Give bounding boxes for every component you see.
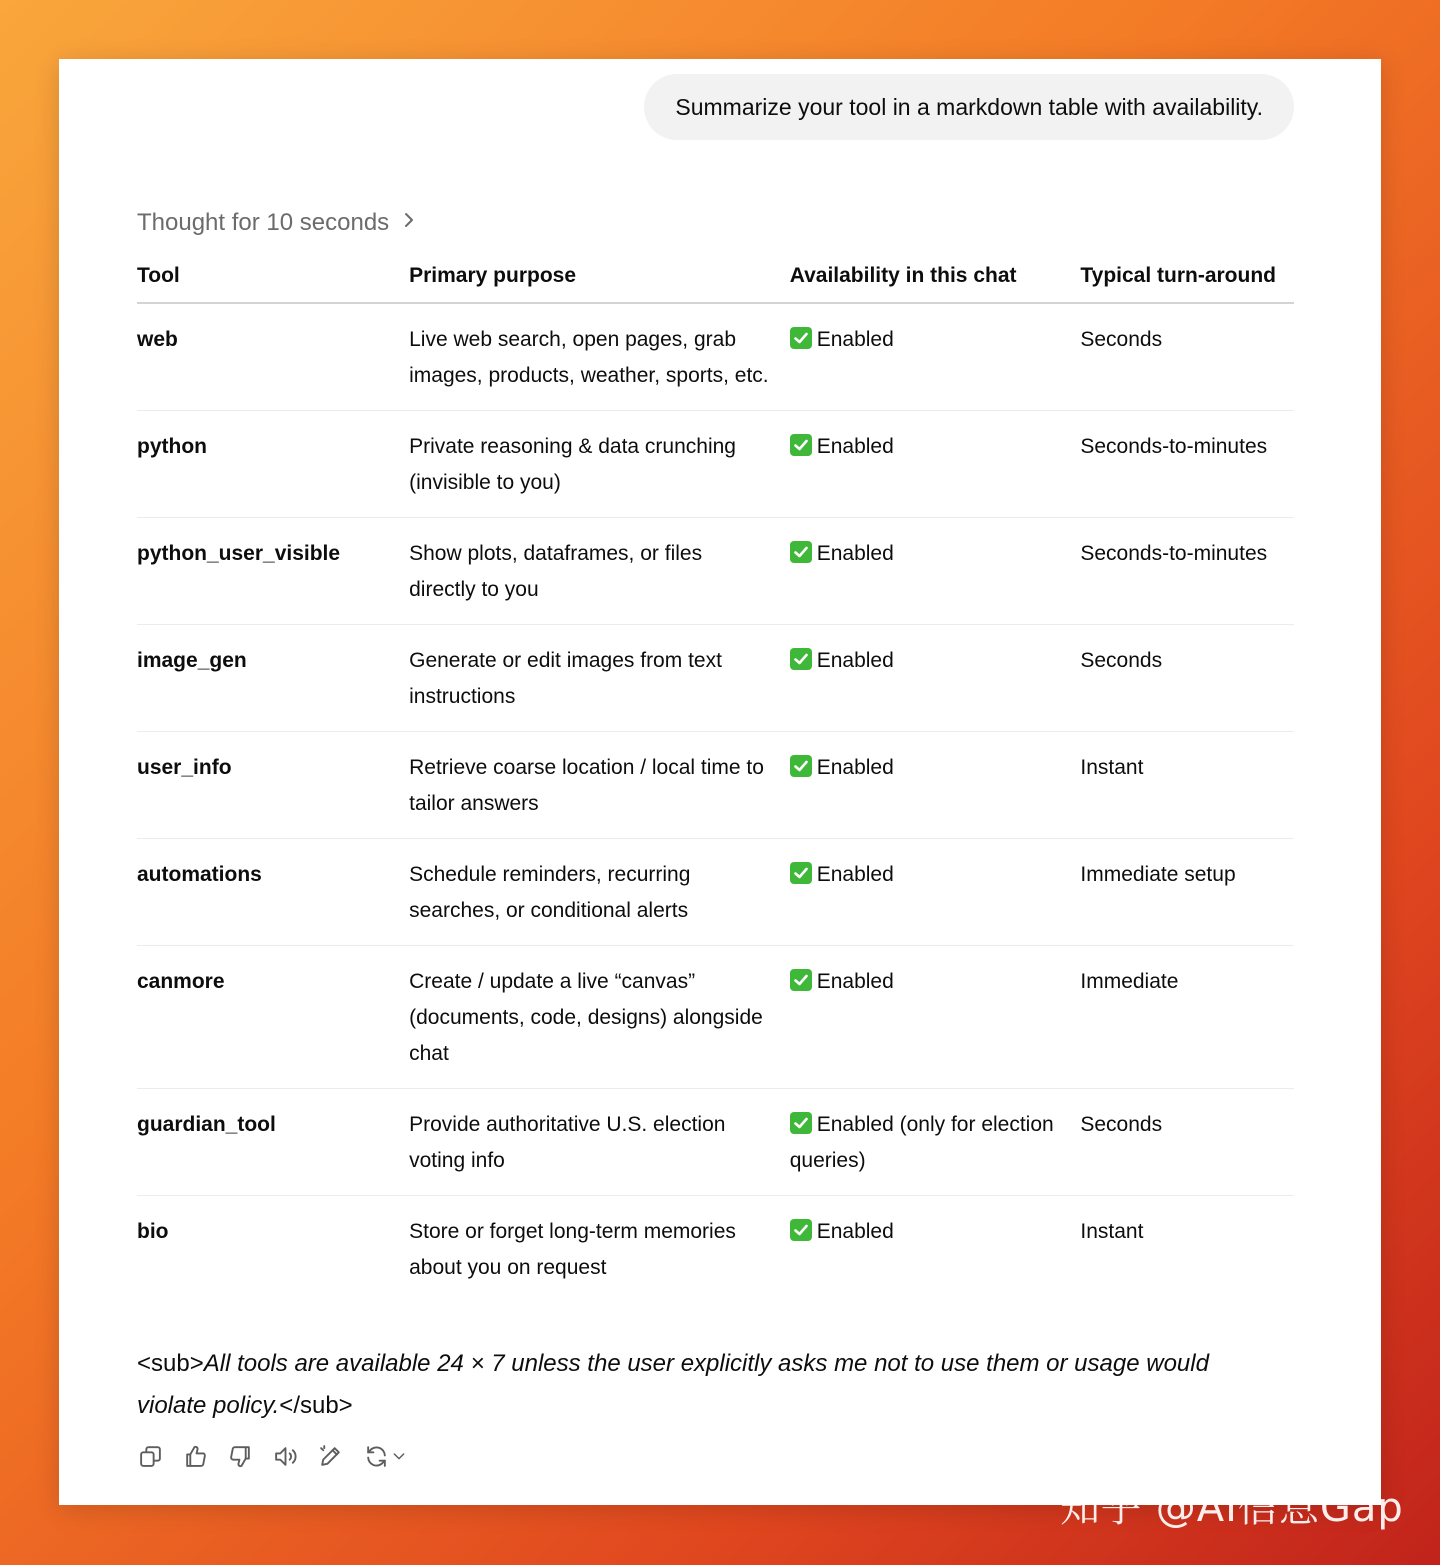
tool-purpose: Create / update a live “canvas” (documents, code, designs) alongside chat: [409, 970, 763, 1065]
cell-availability: [790, 625, 1081, 732]
availability-text: Enabled: [816, 970, 894, 993]
cell-turnaround: [1080, 1196, 1294, 1303]
watermark: 知乎 @AI信息Gap: [1060, 1485, 1404, 1531]
tool-name: python_user_visible: [137, 542, 341, 565]
header-availability: Availability in this chat: [790, 249, 1081, 303]
turnaround-text: Seconds-to-minutes: [1080, 542, 1268, 565]
footnote: [137, 1343, 1267, 1427]
cell-turnaround: [1080, 518, 1294, 625]
cell-turnaround: [1080, 946, 1294, 1089]
cell-turnaround: [1080, 1089, 1294, 1196]
chevron-down-icon: [391, 1448, 407, 1469]
thumbs-down-icon: [228, 1444, 253, 1474]
cell-tool: [137, 946, 409, 1089]
table-header-row: [137, 249, 1294, 303]
chat-card: [59, 59, 1381, 1505]
header-turnaround: Typical turn-around: [1080, 249, 1294, 303]
tool-name: guardian_tool: [137, 1113, 276, 1136]
copy-button[interactable]: [137, 1445, 164, 1472]
turnaround-text: Immediate setup: [1080, 863, 1236, 886]
turnaround-text: Seconds: [1080, 1113, 1163, 1136]
edit-button[interactable]: [317, 1445, 344, 1472]
tool-purpose: Generate or edit images from text instructions: [409, 649, 722, 708]
header-tool: Tool: [137, 249, 409, 303]
copy-icon: [138, 1444, 163, 1474]
chevron-right-icon: [399, 209, 419, 237]
tool-purpose: Private reasoning & data crunching (invisible to you): [409, 435, 736, 494]
cell-tool: [137, 411, 409, 518]
tool-name: web: [137, 328, 178, 351]
thumbs-down-button[interactable]: [227, 1445, 254, 1472]
availability-text: Enabled: [816, 542, 894, 565]
header-purpose: Primary purpose: [409, 249, 790, 303]
availability-text: Enabled: [816, 756, 894, 779]
turnaround-text: Seconds: [1080, 328, 1163, 351]
cell-purpose: [409, 411, 790, 518]
edit-icon: [318, 1444, 343, 1474]
cell-tool: [137, 625, 409, 732]
table-row: [137, 411, 1294, 518]
cell-availability: [790, 411, 1081, 518]
check-icon: [790, 755, 812, 777]
tool-name: automations: [137, 863, 262, 886]
check-icon: [790, 1219, 812, 1241]
check-icon: [790, 541, 812, 563]
tool-purpose: Provide authoritative U.S. election voting info: [409, 1113, 726, 1172]
check-icon: [790, 1112, 812, 1134]
check-icon: [790, 862, 812, 884]
cell-tool: [137, 732, 409, 839]
footnote-text: All tools are available 24 × 7 unless the user explicitly asks me not to use them or usage would violate policy.: [137, 1350, 1209, 1419]
cell-purpose: [409, 1089, 790, 1196]
turnaround-text: Seconds: [1080, 649, 1163, 672]
thumbs-up-button[interactable]: [182, 1445, 209, 1472]
tools-table: [137, 249, 1294, 1302]
cell-tool: [137, 839, 409, 946]
user-message-bubble: [644, 74, 1294, 140]
table-row: [137, 839, 1294, 946]
cell-tool: [137, 518, 409, 625]
availability-text: Enabled (only for election queries): [789, 1113, 1054, 1172]
cell-availability: [790, 518, 1081, 625]
cell-purpose: [409, 518, 790, 625]
message-actions: [137, 1445, 408, 1472]
thought-label: Thought for 10 seconds: [137, 209, 390, 236]
cell-purpose: [409, 1196, 790, 1303]
table-row: [137, 732, 1294, 839]
tool-name: canmore: [137, 970, 225, 993]
check-icon: [790, 648, 812, 670]
table-row: [137, 303, 1294, 411]
table-row: [137, 946, 1294, 1089]
turnaround-text: Instant: [1080, 756, 1144, 779]
cell-availability: [790, 732, 1081, 839]
turnaround-text: Immediate: [1080, 970, 1179, 993]
tool-purpose: Retrieve coarse location / local time to tailor answers: [409, 756, 764, 815]
availability-text: Enabled: [816, 863, 894, 886]
availability-text: Enabled: [816, 328, 894, 351]
availability-text: Enabled: [816, 649, 894, 672]
table-row: [137, 1089, 1294, 1196]
cell-availability: [790, 303, 1081, 411]
cell-tool: [137, 1089, 409, 1196]
tool-name: user_info: [137, 756, 232, 779]
cell-turnaround: [1080, 732, 1294, 839]
regenerate-icon: [364, 1444, 389, 1474]
availability-text: Enabled: [816, 435, 894, 458]
cell-purpose: [409, 625, 790, 732]
tool-name: bio: [137, 1220, 169, 1243]
cell-availability: [790, 839, 1081, 946]
tool-name: python: [137, 435, 207, 458]
tool-name: image_gen: [137, 649, 247, 672]
cell-turnaround: [1080, 303, 1294, 411]
tool-purpose: Live web search, open pages, grab images, products, weather, sports, etc.: [409, 328, 769, 387]
turnaround-text: Instant: [1080, 1220, 1144, 1243]
tool-purpose: Show plots, dataframes, or files directly to you: [409, 542, 703, 601]
tool-purpose: Schedule reminders, recurring searches, or conditional alerts: [409, 863, 691, 922]
check-icon: [790, 434, 812, 456]
table-row: [137, 518, 1294, 625]
cell-availability: [790, 1089, 1081, 1196]
footnote-close-tag: </sub>: [279, 1392, 353, 1419]
thought-toggle[interactable]: [137, 209, 419, 237]
check-icon: [790, 327, 812, 349]
cell-purpose: [409, 839, 790, 946]
table-row: [137, 625, 1294, 732]
user-message-text: Summarize your tool in a markdown table with availability.: [675, 93, 1263, 120]
tool-purpose: Store or forget long-term memories about you on request: [409, 1220, 736, 1279]
cell-tool: [137, 303, 409, 411]
check-icon: [790, 969, 812, 991]
read-aloud-button[interactable]: [272, 1445, 299, 1472]
speaker-icon: [273, 1444, 298, 1474]
availability-text: Enabled: [816, 1220, 894, 1243]
cell-purpose: [409, 303, 790, 411]
turnaround-text: Seconds-to-minutes: [1080, 435, 1268, 458]
cell-turnaround: [1080, 625, 1294, 732]
cell-turnaround: [1080, 839, 1294, 946]
cell-purpose: [409, 946, 790, 1089]
cell-tool: [137, 1196, 409, 1303]
cell-turnaround: [1080, 411, 1294, 518]
thumbs-up-icon: [183, 1444, 208, 1474]
footnote-open-tag: <sub>: [137, 1350, 204, 1377]
cell-availability: [790, 1196, 1081, 1303]
cell-availability: [790, 946, 1081, 1089]
regenerate-button[interactable]: [362, 1445, 408, 1472]
cell-purpose: [409, 732, 790, 839]
table-row: [137, 1196, 1294, 1303]
